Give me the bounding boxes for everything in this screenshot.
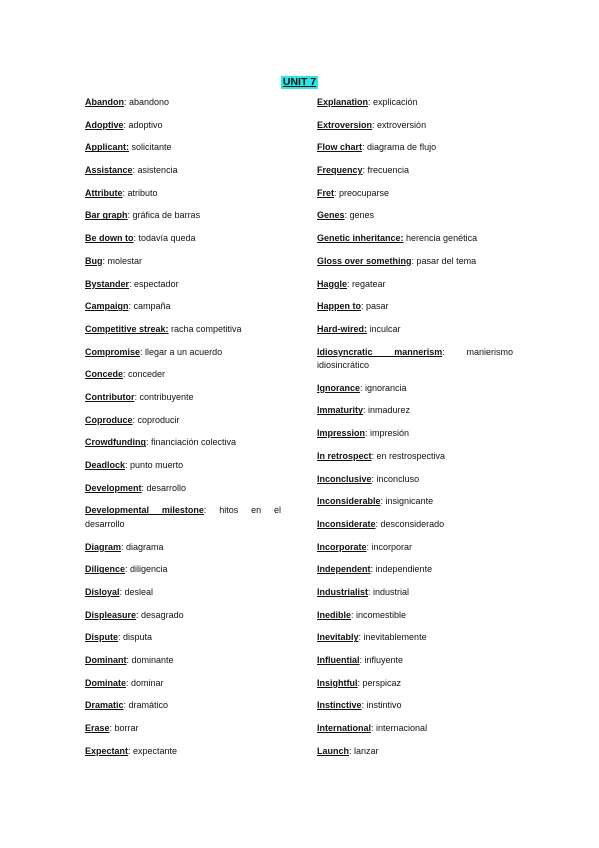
vocab-entry bbox=[85, 323, 281, 337]
vocab-term: Inedible bbox=[317, 609, 352, 620]
vocab-separator: : bbox=[123, 369, 126, 380]
vocab-definition: abandono bbox=[126, 97, 170, 107]
vocab-definition: inculcar bbox=[367, 323, 401, 334]
vocab-term: Launch bbox=[317, 745, 350, 756]
vocab-entry bbox=[317, 141, 513, 155]
vocab-definition: frecuencia bbox=[365, 165, 410, 176]
vocab-entry bbox=[317, 232, 513, 246]
vocab-entry bbox=[317, 187, 513, 201]
vocab-entry bbox=[317, 586, 513, 600]
vocab-definition: desarrollo bbox=[144, 482, 187, 493]
vocab-definition: influyente bbox=[362, 655, 404, 665]
vocab-separator: : bbox=[360, 382, 363, 393]
vocab-entry bbox=[85, 504, 281, 531]
vocab-separator: : bbox=[375, 518, 379, 529]
vocab-definition: punto muerto bbox=[127, 460, 184, 470]
vocab-definition: regatear bbox=[349, 278, 386, 289]
vocab-separator: : bbox=[347, 278, 350, 289]
vocab-term: Concede bbox=[85, 369, 124, 380]
vocab-definition: racha competitiva bbox=[168, 323, 242, 334]
vocab-term: Bug bbox=[85, 255, 103, 266]
vocab-entry bbox=[317, 382, 513, 396]
vocab-term: Diligence bbox=[85, 564, 126, 575]
vocab-term: Frequency bbox=[317, 165, 363, 176]
vocab-entry bbox=[85, 436, 281, 450]
vocab-term: Genetic inheritance: bbox=[317, 233, 404, 244]
vocab-entry bbox=[317, 300, 513, 314]
vocab-separator: : bbox=[128, 301, 132, 312]
vocab-separator: : bbox=[368, 97, 371, 107]
vocab-entry bbox=[85, 459, 281, 473]
vocab-definition: disputa bbox=[120, 632, 153, 643]
vocab-entry bbox=[317, 699, 513, 713]
vocab-separator: : bbox=[128, 745, 131, 756]
vocab-term: Fret bbox=[317, 187, 335, 198]
vocab-entry bbox=[85, 278, 281, 292]
vocab-term: In retrospect bbox=[317, 450, 372, 461]
vocab-term: Idiosyncratic mannerism bbox=[317, 346, 443, 357]
vocab-separator: : bbox=[371, 723, 374, 734]
vocab-definition: campaña bbox=[131, 301, 171, 312]
vocab-separator: : bbox=[145, 437, 149, 448]
vocab-entry bbox=[85, 699, 281, 713]
vocab-term: Displeasure bbox=[85, 609, 137, 620]
vocab-term: Inconclusive bbox=[317, 473, 372, 484]
vocab-term: Adoptive bbox=[85, 119, 124, 130]
vocab-definition: pasar del tema bbox=[414, 255, 477, 266]
vocab-term: Immaturity bbox=[317, 405, 364, 416]
vocab-definition: coproducir bbox=[135, 414, 180, 425]
vocab-term: Impression bbox=[317, 428, 366, 439]
vocab-entry bbox=[85, 119, 281, 133]
vocab-term: Ignorance bbox=[317, 382, 361, 393]
vocab-separator: : bbox=[334, 187, 337, 198]
vocab-term: Developmental milestone bbox=[85, 505, 204, 516]
vocab-term: Haggle bbox=[317, 278, 348, 289]
vocab-definition: dominar bbox=[128, 677, 164, 688]
vocab-definition: diagrama bbox=[123, 541, 164, 552]
vocab-definition: incorporar bbox=[369, 541, 413, 552]
vocab-entry bbox=[317, 609, 513, 623]
vocab-column-right bbox=[317, 96, 513, 767]
vocab-term: Influential bbox=[317, 655, 360, 665]
vocab-term: Extroversion bbox=[317, 119, 373, 130]
vocab-term: Expectant bbox=[85, 745, 129, 756]
vocab-definition: manierismo idiosincrático bbox=[317, 346, 514, 371]
vocab-term: Compromise bbox=[85, 346, 141, 357]
vocab-separator: : bbox=[123, 700, 127, 711]
vocab-term: Crowdfunding bbox=[85, 437, 146, 448]
vocab-separator: : bbox=[129, 278, 132, 289]
vocab-definition: incomestible bbox=[353, 609, 407, 620]
vocab-definition: borrar bbox=[112, 723, 139, 734]
vocab-definition: gráfica de barras bbox=[130, 210, 201, 221]
vocab-definition: dominante bbox=[129, 655, 174, 665]
vocab-definition: llegar a un acuerdo bbox=[142, 346, 223, 357]
vocab-separator: : bbox=[362, 165, 366, 176]
vocab-entry bbox=[317, 654, 513, 668]
vocab-term: Be down to bbox=[85, 233, 134, 244]
vocab-entry bbox=[317, 745, 513, 759]
vocab-separator: : bbox=[132, 414, 136, 425]
vocab-entry bbox=[317, 323, 513, 337]
vocab-separator: : bbox=[411, 255, 415, 266]
vocab-definition: todavía queda bbox=[136, 233, 196, 244]
vocab-term: Hard-wired: bbox=[317, 323, 368, 334]
vocab-entry bbox=[317, 255, 513, 269]
vocab-separator: : bbox=[371, 473, 375, 484]
vocab-separator: : bbox=[442, 346, 445, 357]
vocab-separator: : bbox=[370, 564, 374, 575]
vocab-entry bbox=[85, 300, 281, 314]
vocab-separator: : bbox=[134, 391, 138, 402]
vocab-term: Development bbox=[85, 482, 142, 493]
vocab-entry bbox=[317, 518, 513, 532]
vocab-definition: desleal bbox=[122, 586, 154, 597]
vocab-term: Campaign bbox=[85, 301, 129, 312]
vocab-entry bbox=[317, 96, 513, 110]
vocab-separator: : bbox=[141, 482, 145, 493]
vocab-definition: desconsiderado bbox=[378, 518, 445, 529]
title-wrap bbox=[0, 72, 599, 90]
vocab-entry bbox=[317, 427, 513, 441]
vocab-separator: : bbox=[351, 609, 354, 620]
vocab-entry bbox=[317, 495, 513, 509]
vocab-entry bbox=[317, 450, 513, 464]
vocab-entry bbox=[85, 232, 281, 246]
vocab-definition: herencia genética bbox=[403, 233, 478, 244]
vocab-definition: extroversión bbox=[374, 119, 427, 130]
vocab-definition: inmadurez bbox=[365, 405, 411, 416]
vocab-separator: : bbox=[362, 142, 365, 153]
vocab-separator: : bbox=[368, 586, 371, 597]
vocab-entry bbox=[85, 96, 281, 110]
vocab-separator: : bbox=[344, 210, 348, 221]
vocab-term: Instinctive bbox=[317, 700, 362, 711]
vocab-definition: en restrospectiva bbox=[374, 450, 446, 461]
vocab-term: Industrialist bbox=[317, 586, 369, 597]
vocab-entry bbox=[317, 164, 513, 178]
vocab-separator: : bbox=[127, 210, 131, 221]
vocab-separator: : bbox=[372, 119, 375, 130]
vocab-term: Flow chart bbox=[317, 142, 363, 153]
vocab-term: Abandon bbox=[85, 97, 124, 107]
vocab-separator: : bbox=[133, 233, 137, 244]
vocab-entry bbox=[317, 473, 513, 487]
vocab-entry bbox=[85, 677, 281, 691]
vocab-entry bbox=[317, 119, 513, 133]
vocab-separator: : bbox=[366, 541, 370, 552]
vocab-definition: insignicante bbox=[383, 496, 434, 507]
vocab-separator: : bbox=[125, 460, 128, 470]
vocab-entry bbox=[85, 609, 281, 623]
vocab-definition: dramático bbox=[126, 700, 169, 711]
vocab-term: Dramatic bbox=[85, 700, 124, 711]
vocab-term: International bbox=[317, 723, 372, 734]
vocab-term: Inevitably bbox=[317, 632, 359, 643]
vocab-separator: : bbox=[123, 119, 127, 130]
vocab-definition: internacional bbox=[373, 723, 428, 734]
vocab-term: Explanation bbox=[317, 97, 369, 107]
vocab-separator: : bbox=[363, 405, 366, 416]
vocab-term: Disloyal bbox=[85, 586, 120, 597]
vocab-definition: diligencia bbox=[127, 564, 168, 575]
vocab-entry bbox=[85, 187, 281, 201]
vocab-separator: : bbox=[358, 632, 362, 643]
vocab-column-left bbox=[85, 96, 281, 767]
vocab-entry bbox=[85, 391, 281, 405]
vocab-definition: financiación colectiva bbox=[148, 437, 237, 448]
vocab-definition: explicación bbox=[370, 97, 418, 107]
vocab-entry bbox=[317, 722, 513, 736]
vocab-separator: : bbox=[109, 723, 113, 734]
vocab-entry bbox=[85, 563, 281, 577]
vocab-entry bbox=[85, 745, 281, 759]
vocab-term: Attribute bbox=[85, 187, 123, 198]
vocab-term: Assistance bbox=[85, 165, 133, 176]
vocab-definition: asistencia bbox=[135, 165, 178, 176]
vocab-definition: impresión bbox=[367, 428, 410, 439]
vocab-entry bbox=[85, 654, 281, 668]
vocab-term: Bystander bbox=[85, 278, 130, 289]
vocab-separator: : bbox=[119, 586, 123, 597]
vocab-definition: contribuyente bbox=[137, 391, 194, 402]
vocab-term: Happen to bbox=[317, 301, 361, 312]
vocab-term: Genes bbox=[317, 210, 345, 221]
vocab-definition: pasar bbox=[363, 301, 389, 312]
vocab-entry bbox=[317, 541, 513, 555]
vocab-definition: conceder bbox=[125, 369, 166, 380]
vocab-entry bbox=[85, 346, 281, 360]
vocab-definition: desagrado bbox=[138, 609, 184, 620]
vocab-term: Inconsiderate bbox=[317, 518, 376, 529]
vocab-separator: : bbox=[126, 677, 129, 688]
vocab-definition: industrial bbox=[370, 586, 410, 597]
vocab-term: Dominate bbox=[85, 677, 127, 688]
vocab-separator: : bbox=[102, 255, 106, 266]
vocab-definition: ignorancia bbox=[362, 382, 407, 393]
vocab-term: Contributor bbox=[85, 391, 135, 402]
vocab-entry bbox=[85, 414, 281, 428]
vocab-separator: : bbox=[371, 450, 375, 461]
vocab-definition: espectador bbox=[131, 278, 179, 289]
vocab-term: Insightful bbox=[317, 677, 358, 688]
vocab-entry bbox=[317, 404, 513, 418]
vocab-term: Gloss over something bbox=[317, 255, 412, 266]
vocab-definition: lanzar bbox=[351, 745, 379, 756]
vocab-definition: expectante bbox=[130, 745, 178, 756]
vocab-definition: diagrama de flujo bbox=[364, 142, 437, 153]
vocab-separator: : bbox=[118, 632, 121, 643]
vocab-separator: : bbox=[365, 428, 368, 439]
vocab-term: Bar graph bbox=[85, 210, 128, 221]
vocab-definition: hitos en el desarrollo bbox=[85, 505, 281, 529]
vocab-entry bbox=[85, 209, 281, 223]
vocab-separator: : bbox=[125, 564, 128, 575]
vocab-term: Diagram bbox=[85, 541, 122, 552]
vocab-definition: molestar bbox=[105, 255, 143, 266]
vocab-definition: solicitante bbox=[129, 142, 172, 153]
vocab-separator: : bbox=[203, 505, 207, 516]
page-title: UNIT 7 bbox=[282, 76, 317, 88]
vocab-entry bbox=[317, 563, 513, 577]
vocab-separator: : bbox=[132, 165, 136, 176]
vocab-separator: : bbox=[357, 677, 361, 688]
vocab-entry bbox=[317, 209, 513, 223]
vocab-separator: : bbox=[349, 745, 352, 756]
vocab-definition: genes bbox=[347, 210, 375, 221]
vocab-definition: independiente bbox=[373, 564, 433, 575]
vocab-definition: inevitablemente bbox=[361, 632, 427, 643]
vocab-entry bbox=[85, 631, 281, 645]
vocab-term: Competitive streak: bbox=[85, 323, 169, 334]
vocab-entry bbox=[85, 368, 281, 382]
vocab-separator: : bbox=[361, 301, 364, 312]
vocab-term: Erase bbox=[85, 723, 110, 734]
vocab-entry bbox=[85, 255, 281, 269]
vocab-entry bbox=[85, 482, 281, 496]
vocab-separator: : bbox=[121, 541, 124, 552]
vocab-separator: : bbox=[380, 496, 384, 507]
vocab-entry bbox=[317, 631, 513, 645]
vocab-separator: : bbox=[124, 97, 127, 107]
vocab-term: Dispute bbox=[85, 632, 119, 643]
vocab-definition: atributo bbox=[125, 187, 158, 198]
vocab-separator: : bbox=[361, 700, 365, 711]
vocab-entry bbox=[85, 586, 281, 600]
vocab-term: Coproduce bbox=[85, 414, 133, 425]
vocab-entry bbox=[85, 541, 281, 555]
vocab-term: Applicant: bbox=[85, 142, 129, 153]
vocab-definition: perspicaz bbox=[360, 677, 402, 688]
vocab-separator: : bbox=[136, 609, 139, 620]
vocab-definition: preocuparse bbox=[336, 187, 390, 198]
vocab-separator: : bbox=[126, 655, 130, 665]
vocab-separator: : bbox=[140, 346, 143, 357]
vocab-entry bbox=[317, 677, 513, 691]
vocab-definition: inconcluso bbox=[374, 473, 420, 484]
vocab-definition: adoptivo bbox=[126, 119, 163, 130]
vocab-entry bbox=[85, 164, 281, 178]
vocab-entry bbox=[317, 346, 513, 373]
vocab-term: Independent bbox=[317, 564, 371, 575]
vocab-definition: instintivo bbox=[364, 700, 402, 711]
vocab-term: Incorporate bbox=[317, 541, 367, 552]
vocab-separator: : bbox=[359, 655, 363, 665]
vocab-term: Inconsiderable bbox=[317, 496, 381, 507]
vocab-separator: : bbox=[122, 187, 126, 198]
vocab-term: Deadlock bbox=[85, 460, 126, 470]
vocab-term: Dominant bbox=[85, 655, 127, 665]
vocab-entry bbox=[317, 278, 513, 292]
vocab-entry bbox=[85, 722, 281, 736]
vocab-entry bbox=[85, 141, 281, 155]
